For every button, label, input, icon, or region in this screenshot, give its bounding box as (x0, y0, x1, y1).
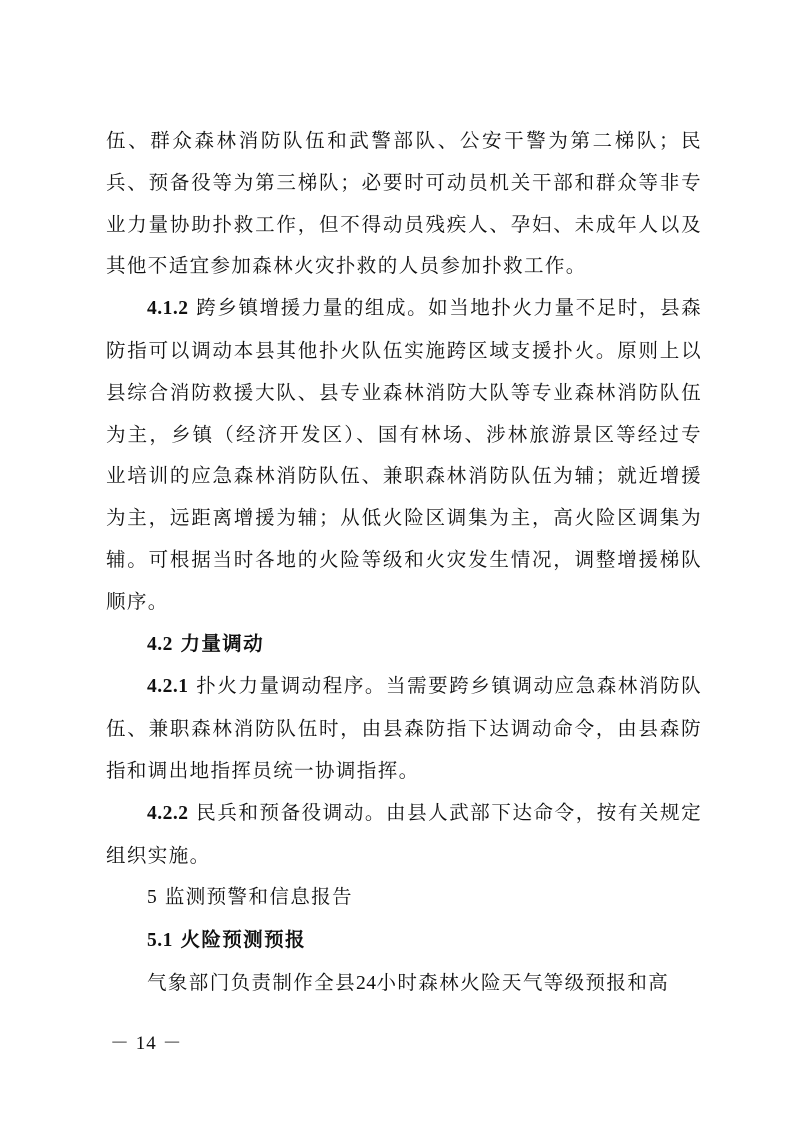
heading-4-2 (106, 623, 702, 666)
heading-text: 监测预警和信息报告 (164, 885, 353, 909)
paragraph-4-2-2 (106, 792, 702, 877)
document-body (106, 120, 702, 1005)
paragraph-4-1-2 (106, 287, 702, 622)
paragraph-text: 跨乡镇增援力量的组成。如当地扑火力量不足时，县森防指可以调动本县其他扑火队伍实施跨区域支援扑火。原则上以县综合消防救援大队、县专业森林消防大队等专业森林消防队伍为主，乡镇（经济开发区）、国有林场、涉林旅游景区等经过专业培训的应急森林消防队伍、兼职森林消防队伍为辅；就近增援为主，远距离增援为辅；从低火险区调集为主，高火险区调集为辅。可根据当时各地的火险等级和火灾发生情况，调整增援梯队顺序。 (106, 296, 702, 613)
paragraph-text: 伍、群众森林消防队伍和武警部队、公安干警为第二梯队；民兵、预备役等为第三梯队；必要时可动员机关干部和群众等非专业力量协助扑救工作，但不得动员残疾人、孕妇、未成年人以及其他不适宜参加森林火灾扑救的人员参加扑救工作。 (106, 129, 702, 278)
paragraph-text-before: 气象部门负责制作全县 (147, 970, 357, 994)
paragraph-continuation (106, 120, 702, 287)
heading-number: 5 (147, 887, 158, 909)
clause-number: 4.1.2 (147, 298, 189, 320)
paragraph-4-2-1 (106, 665, 702, 791)
paragraph-text: 民兵和预备役调动。由县人武部下达命令，按有关规定组织实施。 (106, 800, 702, 867)
heading-number: 4.2 (147, 633, 173, 655)
clause-number: 4.2.2 (147, 802, 189, 824)
heading-number: 5.1 (147, 930, 173, 952)
page-number: － 14 － (110, 1033, 183, 1054)
paragraph-5-1-body (106, 962, 702, 1005)
heading-text: 力量调动 (180, 631, 265, 655)
heading-5 (106, 876, 702, 919)
heading-5-1 (106, 919, 702, 962)
clause-number: 4.2.1 (147, 676, 189, 698)
paragraph-text: 扑火力量调动程序。当需要跨乡镇调动应急森林消防队伍、兼职森林消防队伍时，由县森防指下达调动命令，由县森防指和调出地指挥员统一协调指挥。 (106, 674, 702, 782)
inline-number: 24 (356, 972, 377, 994)
paragraph-text-after: 小时森林火险天气等级预报和高 (376, 970, 670, 994)
heading-text: 火险预测预报 (180, 928, 306, 952)
